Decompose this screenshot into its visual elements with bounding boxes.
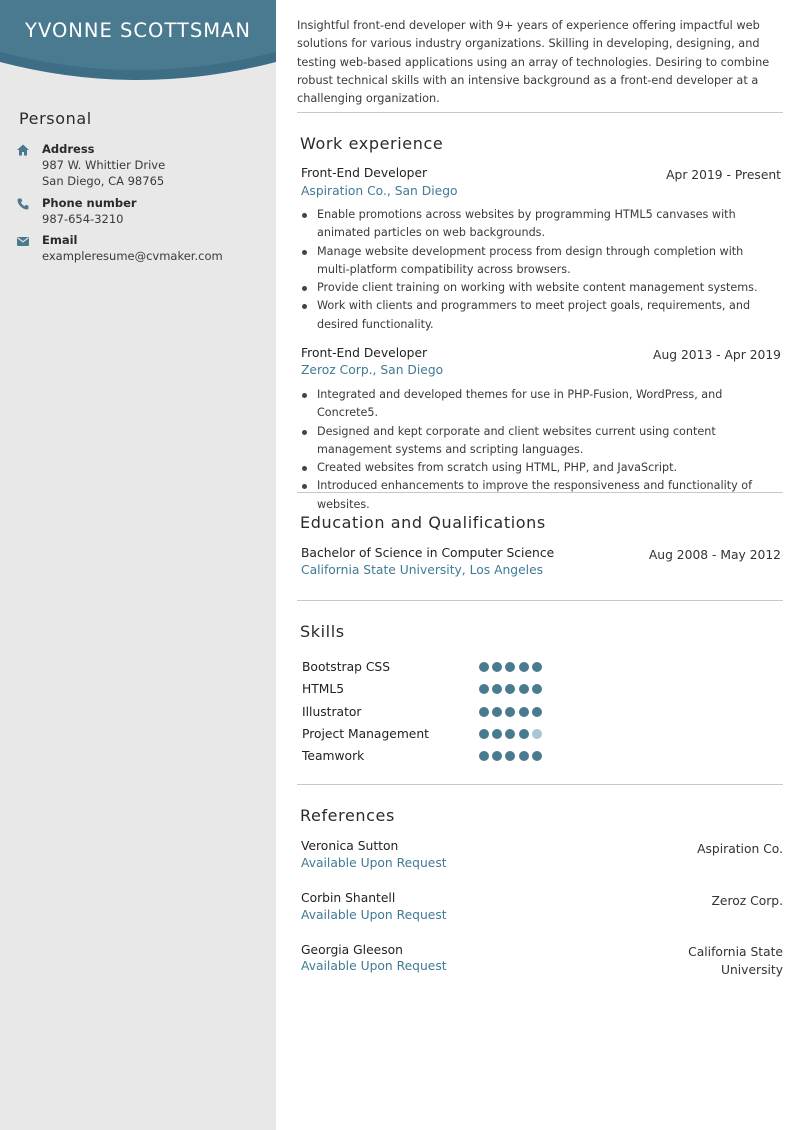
degree-title: Bachelor of Science in Computer Science	[301, 546, 555, 560]
divider	[297, 112, 783, 113]
job-duties	[301, 206, 779, 334]
rating-dot-filled	[492, 662, 502, 672]
job-title: Front-End Developer	[301, 346, 428, 360]
rating-dot-filled	[505, 684, 515, 694]
rating-dot-filled	[505, 751, 515, 761]
job-date: Apr 2019 - Present	[666, 168, 781, 182]
references-heading: References	[300, 806, 395, 825]
divider	[297, 492, 783, 493]
rating-dot-filled	[479, 662, 489, 672]
job-date: Aug 2013 - Apr 2019	[653, 348, 781, 362]
reference-name: Georgia Gleeson	[301, 943, 403, 957]
reference-name: Corbin Shantell	[301, 891, 396, 905]
reference-availability: Available Upon Request	[301, 856, 447, 870]
duty-item: Enable promotions across websites by programming HTML5 canvases with animated particles on web backgrounds.	[301, 206, 779, 243]
skill-name: Illustrator	[302, 704, 362, 719]
rating-dot-filled	[519, 662, 529, 672]
candidate-name: YVONNE SCOTTSMAN	[25, 19, 251, 42]
job-title: Front-End Developer	[301, 166, 428, 180]
reference-company-line: University	[720, 963, 783, 977]
reference-availability: Available Upon Request	[301, 959, 447, 973]
reference-company	[663, 840, 783, 858]
reference-name: Veronica Sutton	[301, 839, 399, 853]
skills-heading: Skills	[300, 622, 345, 641]
sidebar	[0, 0, 276, 1130]
divider	[297, 600, 783, 601]
divider	[297, 784, 783, 785]
phone-label: Phone number	[42, 196, 137, 210]
personal-heading: Personal	[19, 109, 92, 128]
rating-dot-filled	[492, 684, 502, 694]
duty-item: Work with clients and programmers to meet project goals, requirements, and desired functionality.	[301, 297, 779, 334]
duty-item: Manage website development process from design through completion with multi-platform compatibility across browsers.	[301, 243, 779, 280]
skill-name: Teamwork	[302, 749, 365, 764]
rating-dot-filled	[519, 684, 529, 694]
job-employer: Aspiration Co., San Diego	[301, 184, 458, 198]
education-heading: Education and Qualifications	[300, 513, 546, 532]
school-name: California State University, Los Angeles	[301, 563, 544, 577]
reference-company-line: California State	[688, 945, 783, 959]
contact-phone	[16, 196, 266, 228]
address-line-2: San Diego, CA 98765	[42, 174, 165, 188]
rating-dot-filled	[519, 729, 529, 739]
reference-company-line: Aspiration Co.	[697, 842, 783, 856]
rating-dot-filled	[519, 707, 529, 717]
address-label: Address	[42, 142, 95, 156]
job-employer: Zeroz Corp., San Diego	[301, 363, 444, 377]
work-experience-heading: Work experience	[300, 134, 444, 153]
rating-dot-filled	[532, 707, 542, 717]
duty-item: Integrated and developed themes for use in PHP-Fusion, WordPress, and Concrete5.	[301, 386, 779, 423]
rating-dot-filled	[479, 729, 489, 739]
rating-dot-filled	[492, 751, 502, 761]
email-label: Email	[42, 233, 78, 247]
rating-dot-filled	[519, 751, 529, 761]
skill-name: HTML5	[302, 682, 345, 697]
rating-dot-filled	[492, 707, 502, 717]
rating-dot-empty	[532, 729, 542, 739]
skill-name: Project Management	[302, 726, 429, 741]
job-duties	[301, 386, 779, 514]
duty-item: Designed and kept corporate and client websites current using content management systems and scripting languages.	[301, 423, 779, 460]
name-banner	[0, 0, 276, 80]
email-value[interactable]: exampleresume@cvmaker.com	[42, 249, 223, 263]
reference-company	[663, 943, 783, 979]
rating-dot-filled	[532, 684, 542, 694]
duty-item: Provide client training on working with website content management systems.	[301, 279, 779, 297]
phone-icon	[16, 197, 30, 211]
reference-availability: Available Upon Request	[301, 908, 447, 922]
home-icon	[16, 143, 30, 157]
reference-company	[663, 892, 783, 910]
rating-dot-filled	[505, 662, 515, 672]
rating-dot-filled	[479, 707, 489, 717]
duty-item: Introduced enhancements to improve the responsiveness and functionality of websites.	[301, 477, 779, 514]
rating-dot-filled	[492, 729, 502, 739]
education-date: Aug 2008 - May 2012	[648, 548, 781, 562]
duty-item: Created websites from scratch using HTML, PHP, and JavaScript.	[301, 459, 779, 477]
contact-email	[16, 233, 266, 265]
mail-icon	[16, 234, 30, 248]
rating-dot-filled	[479, 684, 489, 694]
rating-dot-filled	[479, 751, 489, 761]
rating-dot-filled	[532, 751, 542, 761]
rating-dot-filled	[505, 729, 515, 739]
address-line-1: 987 W. Whittier Drive	[42, 158, 166, 172]
rating-dot-filled	[532, 662, 542, 672]
reference-company-line: Zeroz Corp.	[711, 894, 783, 908]
skill-name: Bootstrap CSS	[302, 660, 391, 674]
profile-summary: Insightful front-end developer with 9+ years of experience offering impactful web solutions for various industry organizations. Skilling in developing, designing, and testing web-based applications using an array of technologies. Desiring to combine robust technical skills with an intensive background as a front-end developer at a challenging organization.	[297, 19, 770, 106]
contact-address	[16, 142, 266, 190]
phone-value: 987-654-3210	[42, 212, 124, 226]
rating-dot-filled	[505, 707, 515, 717]
